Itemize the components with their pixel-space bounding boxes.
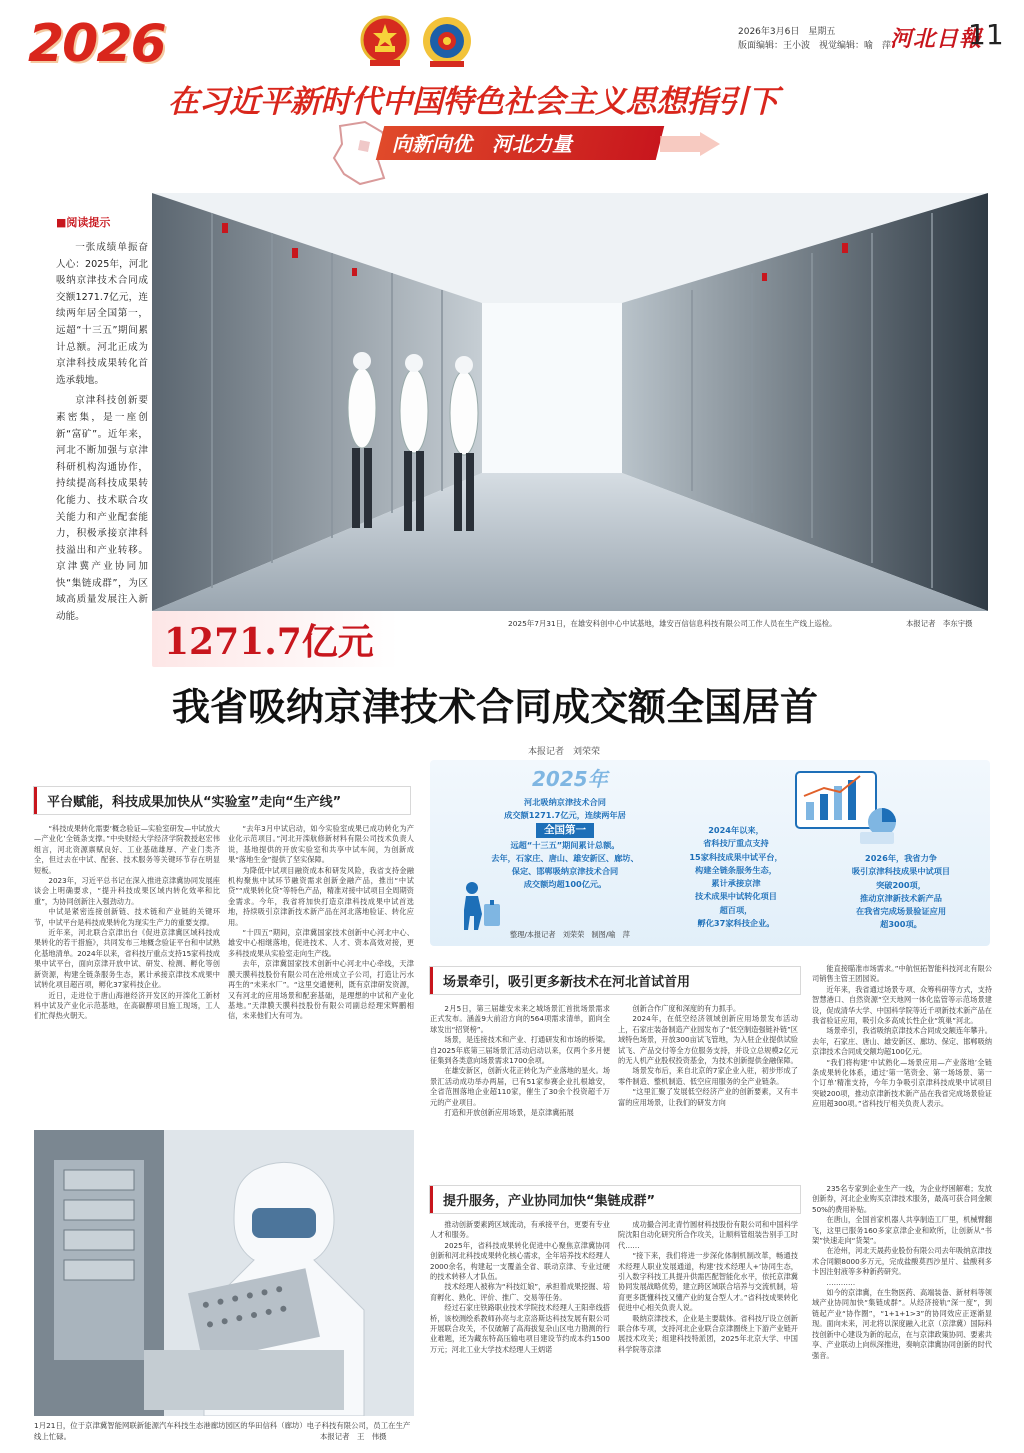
- info-text: 河北吸纳京津技术合同: [524, 797, 606, 807]
- bottom-photo: [34, 1130, 414, 1416]
- info-text: 推动京津新技术新产品: [860, 892, 942, 903]
- walking-person-icon: [450, 880, 510, 932]
- bottom-photo-credit: 本报记者 王 伟摄: [320, 1432, 387, 1441]
- paragraph: …………: [826, 1277, 856, 1287]
- paragraph: 吸纳京津技术，企业是主要载体。省科技厅设立创新联合体专项，支持河北企业联合京津圈绕上下游产业链开展技术攻关；组建科技特派团，2025年北京大学、中国科学院等京津: [618, 1313, 798, 1354]
- paragraph: 去年，京津冀国家技术创新中心河北中心牵线，天津膜天膜科技股份有限公司在沧州成立子公司，打造让污水再生的“未来水厂”。“这里交通便利，既有京津研发资源，又有河北的应用场景和配套基础，是理想的中试和产业化基地。”天津膜天膜科技股份有限公司副总经理宋辉鹏相信，未来他们大有可为。: [228, 959, 414, 1021]
- issue-date: 2026年3月6日 星期五: [738, 27, 836, 37]
- paragraph: 场景，是连接技术和产业、打通研发和市场的桥梁。自2025年底第三届场景汇活动启动以来，仅两个多月便征集到各类意向场景需求1700余项。: [430, 1035, 610, 1066]
- paragraph: 中试是紧密连接创新链、技术链和产业链的关键环节，中试平台是科技成果转化为现实生产力的重要支撑。: [34, 907, 220, 927]
- section-header: 提升服务，产业协同加快“集链成群”: [430, 1186, 800, 1213]
- paragraph: 创新合作广度和深度的有力抓手。: [632, 1004, 741, 1013]
- info-text: 超300项。: [880, 919, 922, 930]
- paragraph: 2月5日，第三届雄安未来之城场景汇首批场景需求正式发布。涵盖9大前沿方向的564项需求清单，面向全球发出“招贤榜”。: [430, 1004, 610, 1034]
- article-column: [812, 1184, 992, 1361]
- article-column: [618, 1220, 798, 1355]
- article-column: [34, 824, 220, 1022]
- info-text: 突破200项，: [876, 879, 926, 890]
- infographic-credit: 整理/本报记者 刘荣荣 制图/喻 萍: [510, 930, 630, 939]
- paper-name: 河北日報: [890, 26, 983, 52]
- paragraph: 打造和开放创新应用场景，是京津冀拓展: [444, 1108, 574, 1118]
- reading-tips-paragraph: 一张成绩单振奋人心：2025年，河北吸纳京津技术合同成交额1271.7亿元，连续两年居全国第一，远超“十三五”期间累计总额。河北正成为京津科技成果转化首选承载地。: [56, 242, 148, 386]
- paragraph: “十四五”期间，京津冀国家技术创新中心河北中心、雄安中心相继落地，促进技术、人才、资本高效对接，更多科技成果从实验室走向生产线。: [228, 928, 414, 958]
- infographic-block-1: [460, 796, 670, 891]
- info-text: 2024年以来，: [708, 825, 764, 835]
- paragraph: 推动创新要素跨区域流动，有承接平台，更要有专业人才和服务。: [430, 1220, 610, 1240]
- info-text: 远超“十三五”期间累计总额。: [510, 840, 620, 850]
- paragraph: 在唐山，全国首家机器人共享制造工厂里，机械臂翻飞，这里已服务160多家京津企业和欧所，让创新从“书架”快速走向“货架”。: [812, 1215, 992, 1246]
- article-column: [618, 1004, 798, 1108]
- infographic-block-3: [812, 852, 990, 932]
- paragraph: 235名专家到企业生产一线，为企业纾困解难；发放创新券，河北企业购买京津技术服务，最高可获合同金额50%的费用补贴。: [812, 1184, 992, 1214]
- paragraph: 2023年，习近平总书记在深入推进京津冀协同发展座谈会上明确要求，“提升科技成果区域内转化效率和比重”，为协同创新注入强劲动力。: [34, 876, 220, 906]
- series-headline: 在习近平新时代中国特色社会主义思想指引下: [168, 84, 778, 120]
- info-text: 孵化37家科技企业。: [697, 918, 775, 929]
- paragraph: 近年来，河北联合京津出台《促进京津冀区域科技成果转化的若干措施》，共同发布三地概念验证平台和中试熟化基地清单。2024年以来，省科技厅重点支持15家科技成果中试平台，面向京津开放中试、研发、检测、孵化等创新资源，构建全链条服务生态，累计承接京津技术成果中试转化项目超百项，孵化37家科技企业。: [34, 928, 220, 990]
- article-column: [430, 1220, 610, 1355]
- paragraph: “这里汇聚了发展低空经济产业的创新要素，又有丰富的应用场景，让我们的研发方向: [618, 1087, 798, 1107]
- article-column: [812, 964, 992, 1110]
- paragraph: 场景牵引，我省吸纳京津技术合同成交额连年攀升。去年，石家庄、唐山、雄安新区、廊坊、保定、邯郸吸纳京津技术合同成交额均超100亿元。: [812, 1026, 992, 1057]
- slogan-text: 向新向优 河北力量: [392, 132, 572, 156]
- reading-tips-title: ■阅读提示: [56, 216, 111, 229]
- infographic-year: 2025年: [532, 767, 608, 791]
- info-text: 保定、邯郸吸纳京津技术合同: [511, 866, 619, 876]
- info-text: 去年，石家庄、唐山、雄安新区、廊坊、: [491, 853, 639, 863]
- national-emblem-icon: [360, 12, 410, 70]
- paragraph: 技术经理人被称为“科技红娘”，承担着成果挖掘、培育孵化、熟化、评价、推广、交易等任务。: [430, 1282, 610, 1302]
- info-text: 在我省完成场景验证应用: [855, 906, 947, 917]
- top-photo: [152, 193, 988, 611]
- paragraph: 如今的京津冀，在生物医药、高端装备、新材料等领域产业协同加快“集链成群”。从经济接轨“深一度”，到链起产业“协作圈”，“1+1+1>3”的协同效应正逐渐显现。面向未来，河北将以深度融入北京（京津冀）国际科技创新中心建设为新的起点，在与京津政策协同、要素共享、产业联动上向纵深推进，奏响京津冀协同创新的时代强音。: [812, 1288, 992, 1360]
- paragraph: 近日，走进位于唐山海港经济开发区的开滦化工新材料中试及产业化示范基地，在高碳醇项目施工现场，工人们忙得热火朝天。: [34, 990, 220, 1021]
- paragraph: “去年3月中试启动，如今实验室成果已成功转化为产业化示范项目。”河北开滦航修新材料有限公司技术负责人说，基地提供的开放实验室和共享中试车间，为创新成果“落地生金”提供了坚实保障。: [228, 824, 414, 865]
- article-column: [228, 824, 414, 1022]
- bottom-photo-caption: 1月21日，位于京津冀智能网联新能源汽车科技生态港廊坊园区的华田信科（廊坊）电子科技有限公司，员工在生产线上忙碌。: [34, 1421, 411, 1441]
- section-header: 场景牵引，吸引更多新技术在河北首试首用: [430, 967, 800, 994]
- section-header: 平台赋能，科技成果加快从“实验室”走向“生产线”: [34, 787, 410, 814]
- data-dashboard-icon: [790, 766, 900, 850]
- paragraph: “我们将构建‘中试熟化—场景应用—产业落地’全链条成果转化体系，通过‘第一笔资金、第一场场景、第一个订单’精准支持，今年力争吸引京津科技成果中试项目突破200项，推动京津新技术新产品在我省完成场景验证应用超300项。”省科技厅相关负责人表示。: [812, 1057, 992, 1109]
- reading-tips-paragraph: 京津科技创新要素密集，是一座创新“富矿”。近年来，河北不断加强与京津科研机构沟通协作，持续提高科技成果转化能力、技术联合攻关能力和产业配套能力，积极承接京津科技溢出和产业转移。京津冀产业协同加快“集链成群”，为区域高质量发展注入新动能。: [56, 395, 148, 623]
- info-text: 吸引京津科技成果中试项目: [851, 866, 951, 877]
- reading-tips: [56, 214, 148, 626]
- key-figure: 1271.7亿元: [164, 621, 374, 663]
- info-text: 成交额均超100亿元。: [523, 879, 607, 889]
- infographic: [430, 760, 990, 946]
- article-headline: 我省吸纳京津技术合同成交额全国居首: [172, 685, 819, 729]
- paragraph: 在雄安新区，创新火花正转化为产业落地的星火。场景汇活动成功举办两届，已有51家参赛企业扎根雄安，全省范围落地企业超110家，催生了30余个投资超千万元的产业项目。: [430, 1066, 610, 1107]
- paragraph: “科技成果转化需要‘概念验证—实验室研发—中试放大—产业化’全链条支撑。”中央财经大学经济学院教授赵宏伟组言，河北资源禀赋良好、工业基础雄厚、产业门类齐全，但过去在中试、配套、技术服务等关键环节存在明显短板。: [34, 824, 220, 875]
- top-photo-caption: 2025年7月31日，在雄安科创中心中试基地，雄安百信信息科技有限公司工作人员在生产线上巡检。: [508, 619, 837, 628]
- top-photo-credit: 本报记者 李东宇摄: [906, 619, 973, 628]
- info-text: 省科技厅重点支持: [703, 838, 769, 849]
- paragraph: “接下来，我们将进一步深化体制机制改革，畅通技术经理人职业发展通道，构建‘技术经理人+’协同生态，引入数字科技工具提升供需匹配智能化水平，依托京津冀协同发展战略优势，建立跨区域联合培养与交流机制，培育更多既懂科技又懂产业的复合型人才。”省科技成果转化促进中心相关负责人说。: [618, 1251, 798, 1313]
- paragraph: 场景发布后，来自北京的7家企业入驻，初步形成了零件制造、整机制造、低空应用服务的全产业链条。: [618, 1066, 798, 1086]
- paragraph: 为降低中试项目融资成本和研发风险，我省支持金融机构聚焦中试环节融资需求创新金融产品，推出“中试贷”“成果转化贷”等特色产品，精准对接中试项目全周期资金需求。今年，我省将加快打造京津科技成果中试首选地，持续吸引京津新技术新产品在河北落地验证、转化应用。: [228, 865, 414, 927]
- info-text: 15家科技成果中试平台，: [689, 851, 783, 862]
- paragraph: 近年来，我省通过场景专项、众筹科研等方式，支持智慧港口、自然资源“空天地网一体化监管等示范场景建设，促成清华大学、中国科学院等近千项新技术新产品在我省验证应用，吸引众多高成长性企业“筑巢”河北。: [812, 984, 992, 1026]
- page-editors: 版面编辑：王小波 视觉编辑：喻 萍: [738, 41, 892, 51]
- info-text: 构建全链条服务生态，: [695, 864, 777, 875]
- info-text: 技术成果中试转化项目: [695, 891, 777, 902]
- paragraph: 成功撮合河北青竹圆材科技股份有限公司和中国科学院沈阳自动化研究所合作攻关，让顺料管组装告别手工时代……: [618, 1220, 798, 1250]
- year-banner: 2026: [28, 14, 165, 74]
- info-text: 超百项，: [719, 904, 753, 915]
- paragraph: 经过石家庄铁路职业技术学院技术经理人王阳牵线搭桥，该校测绘系教师孙亮与北京洛斯达科技发展有限公司开展联合攻关，不仅破解了高海拔复杂山区电力勘测的行业难题，还为藏东特高压输电项目建设节约成本约1500万元；河北工业大学技术经理人王炳诺: [430, 1303, 610, 1354]
- info-highlight: 全国第一: [536, 823, 594, 838]
- page-number: 11: [968, 18, 1004, 51]
- tech-arrow-icon: [660, 132, 720, 156]
- byline: 本报记者 刘荣荣: [528, 747, 601, 757]
- paragraph: 在沧州，河北天晟药业股份有限公司去年吸纳京津技术合同额8000多万元，完成盐酸莫西沙星片、盐酸利多卡因注射液等多种新药研究。: [812, 1246, 992, 1277]
- info-text: 累计承接京津: [711, 878, 761, 889]
- info-text: 成交额1271.7亿元，连续两年居: [504, 810, 626, 820]
- paragraph: 能直接瞄准市场需求。”中航恒拓智能科技河北有限公司销售主管王团园说。: [812, 964, 992, 984]
- article-column: [430, 1004, 610, 1118]
- info-text: 2026年，我省力争: [865, 853, 937, 863]
- cppcc-emblem-icon: [420, 14, 474, 70]
- paragraph: 2025年，省科技成果转化促进中心聚焦京津冀协同创新和河北科技成果转化核心需求，全年培养技术经理人2000余名，构建起一支覆盖全省、联动京津、专业过硬的技术转移人才队伍。: [430, 1240, 610, 1282]
- paragraph: 2024年，在低空经济领域创新应用场景发布活动上，石家庄装备制造产业园发布了“低空制造强链补链”区域特色场景，开放300亩试飞管地，为入驻企业提供试验试飞、产品交付等全方位服务支持，并设立总规模2亿元的无人机产业股权投资基金，为技术创新提供金融保障。: [618, 1014, 798, 1066]
- masthead: [0, 0, 1024, 190]
